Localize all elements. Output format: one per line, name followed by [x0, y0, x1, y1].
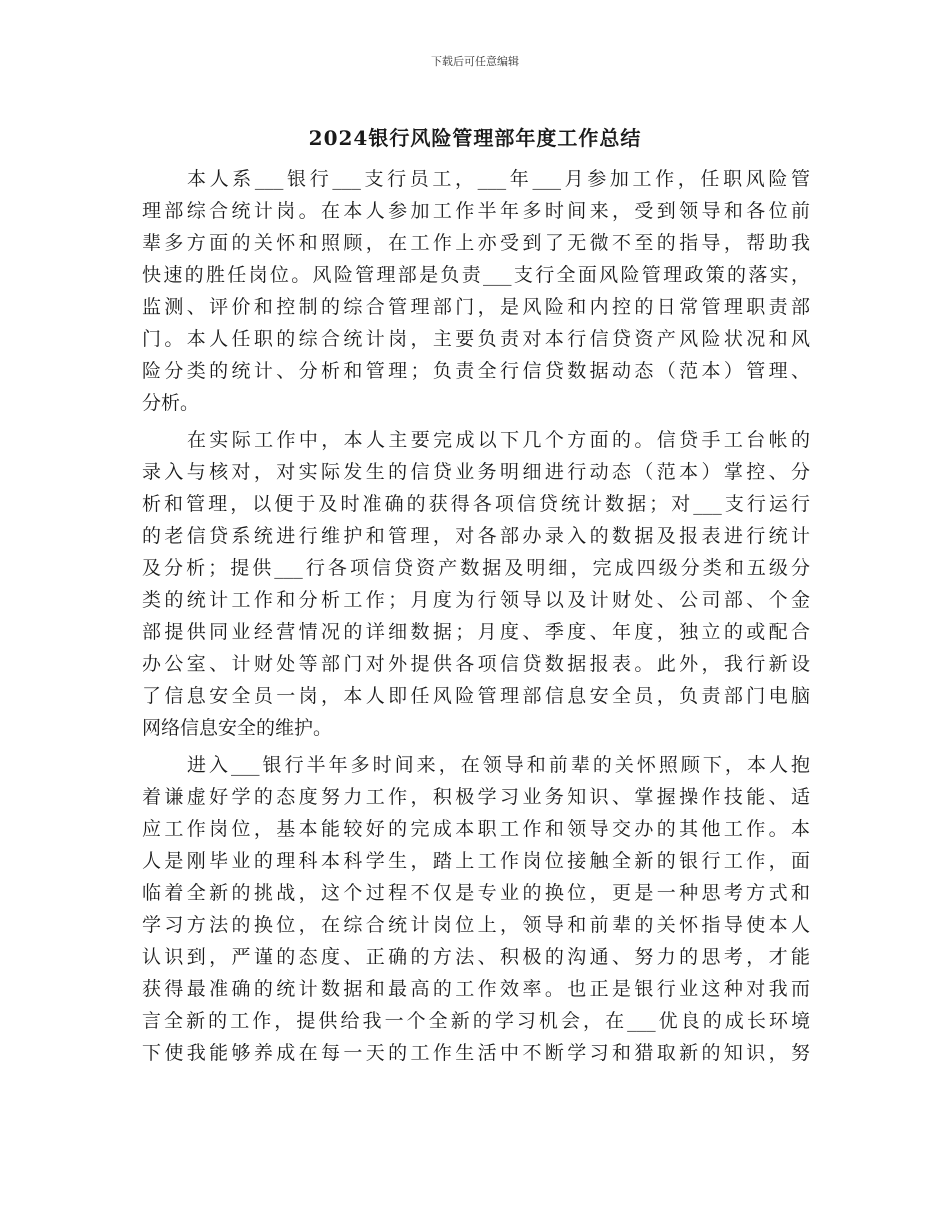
paragraph-line: 本人系___银行___支行员工，___年___月参加工作，任职风险管 — [187, 168, 810, 190]
paragraph-line: 认识到，严谨的态度、正确的方法、积极的沟通、努力的思考，才能 — [142, 946, 810, 968]
paragraph-line: 辈多方面的关怀和照顾，在工作上亦受到了无微不至的指导，帮助我 — [142, 232, 810, 254]
paragraph-line: 网络信息安全的维护。 — [142, 717, 333, 739]
paragraph-line: 应工作岗位，基本能较好的完成本职工作和领导交办的其他工作。本 — [142, 818, 810, 840]
paragraph-line: 的老信贷系统进行维护和管理，对各部办录入的数据及报表进行统计 — [142, 525, 810, 547]
paragraph-line: 学习方法的换位，在综合统计岗位上，领导和前辈的关怀指导使本人 — [142, 914, 810, 936]
paragraph-line: 人是刚毕业的理科本科学生，踏上工作岗位接触全新的银行工作，面 — [142, 850, 810, 872]
paragraph-line: 理部综合统计岗。在本人参加工作半年多时间来，受到领导和各位前 — [142, 200, 810, 222]
page-header: 下载后可任意编辑 — [431, 55, 519, 68]
paragraph-line: 及分析；提供___行各项信贷资产数据及明细，完成四级分类和五级分 — [142, 557, 810, 579]
paragraph-line: 分析。 — [142, 392, 200, 414]
paragraph — [142, 749, 810, 1069]
paragraph-line: 着谦虚好学的态度努力工作，积极学习业务知识、掌握操作技能、适 — [142, 786, 810, 808]
paragraph-line: 录入与核对，对实际发生的信贷业务明细进行动态（范本）掌控、分 — [142, 461, 810, 483]
paragraph-line: 析和管理，以便于及时准确的获得各项信贷统计数据；对___支行运行 — [142, 493, 810, 515]
paragraph-line: 在实际工作中，本人主要完成以下几个方面的。信贷手工台帐的 — [187, 429, 810, 451]
paragraph-line: 快速的胜任岗位。风险管理部是负责___支行全面风险管理政策的落实， — [142, 264, 810, 286]
document-title: 2024银行风险管理部年度工作总结 — [308, 126, 642, 150]
paragraph-line: 临着全新的挑战，这个过程不仅是专业的换位，更是一种思考方式和 — [142, 882, 810, 904]
paragraph-line: 门。本人任职的综合统计岗，主要负责对本行信贷资产风险状况和风 — [142, 328, 810, 350]
paragraph-line: 险分类的统计、分析和管理；负责全行信贷数据动态（范本）管理、 — [142, 360, 810, 382]
paragraph — [142, 424, 810, 744]
paragraph-line: 办公室、计财处等部门对外提供各项信贷数据报表。此外，我行新设 — [142, 653, 810, 675]
paragraph-line: 下使我能够养成在每一天的工作生活中不断学习和猎取新的知识，努 — [142, 1042, 810, 1064]
paragraph-line: 进入___银行半年多时间来，在领导和前辈的关怀照顾下，本人抱 — [187, 754, 810, 776]
paragraph-line: 了信息安全员一岗，本人即任风险管理部信息安全员，负责部门电脑 — [142, 685, 810, 707]
paragraph-line: 部提供同业经营情况的详细数据；月度、季度、年度，独立的或配合 — [142, 621, 810, 643]
paragraph-line: 言全新的工作，提供给我一个全新的学习机会，在___优良的成长环境 — [142, 1010, 810, 1032]
paragraph-line: 获得最准确的统计数据和最高的工作效率。也正是银行业这种对我而 — [142, 978, 810, 1000]
paragraph-line: 类的统计工作和分析工作；月度为行领导以及计财处、公司部、个金 — [142, 589, 810, 611]
paragraph — [142, 163, 810, 419]
paragraph-line: 监测、评价和控制的综合管理部门，是风险和内控的日常管理职责部 — [142, 296, 810, 318]
document-body — [142, 163, 810, 1069]
